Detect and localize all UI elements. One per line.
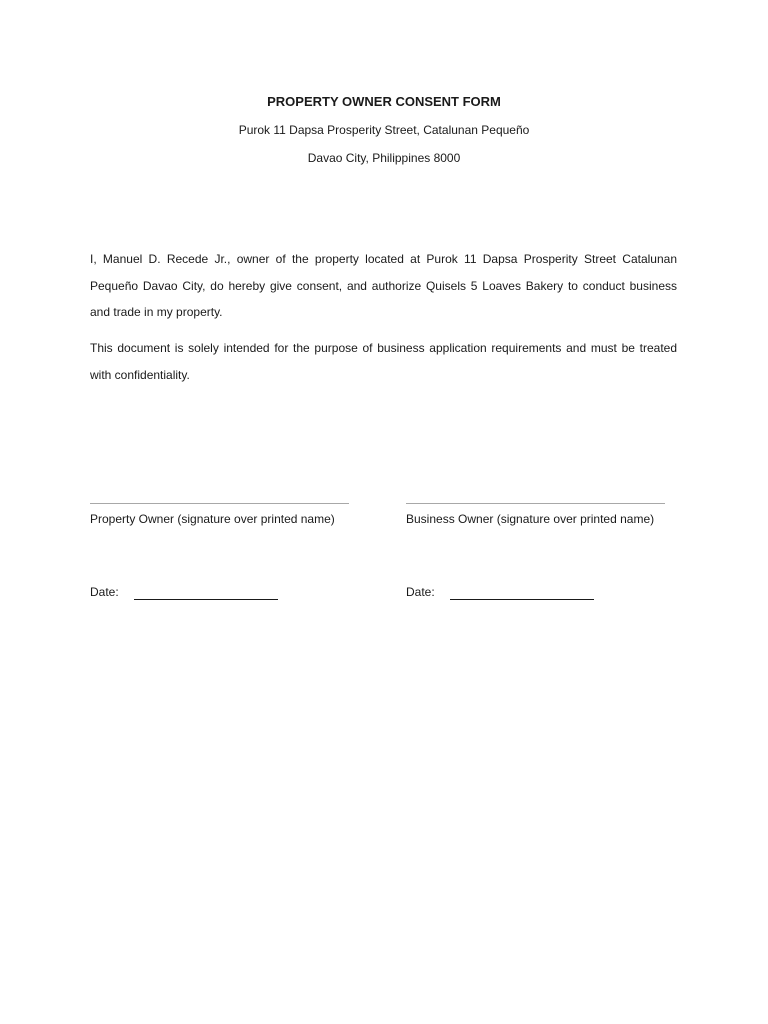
property-owner-date-line bbox=[134, 599, 278, 600]
form-title: PROPERTY OWNER CONSENT FORM bbox=[267, 94, 501, 109]
confidentiality-paragraph: This document is solely intended for the purpose of business application requirements and must be treated with confidentiality. bbox=[90, 341, 677, 382]
address-line-2: Davao City, Philippines 8000 bbox=[307, 151, 461, 165]
business-owner-date-line bbox=[450, 599, 594, 600]
property-owner-signature-label: Property Owner (signature over printed name) bbox=[90, 512, 335, 526]
consent-paragraph: I, Manuel D. Recede Jr., owner of the property located at Purok 11 Dapsa Prosperity Street Catalunan Pequeño Davao City, do hereby give consent, and authorize Quisels 5 Loaves Bakery to conduct business and trade in my property. bbox=[90, 252, 677, 319]
property-owner-signature-line bbox=[90, 503, 349, 504]
business-owner-date-label: Date: bbox=[406, 585, 435, 599]
address-line-1: Purok 11 Dapsa Prosperity Street, Catalunan Pequeño bbox=[238, 123, 530, 137]
property-owner-date-label: Date: bbox=[90, 585, 119, 599]
business-owner-signature-line bbox=[406, 503, 665, 504]
business-owner-signature-label: Business Owner (signature over printed name) bbox=[406, 512, 655, 526]
